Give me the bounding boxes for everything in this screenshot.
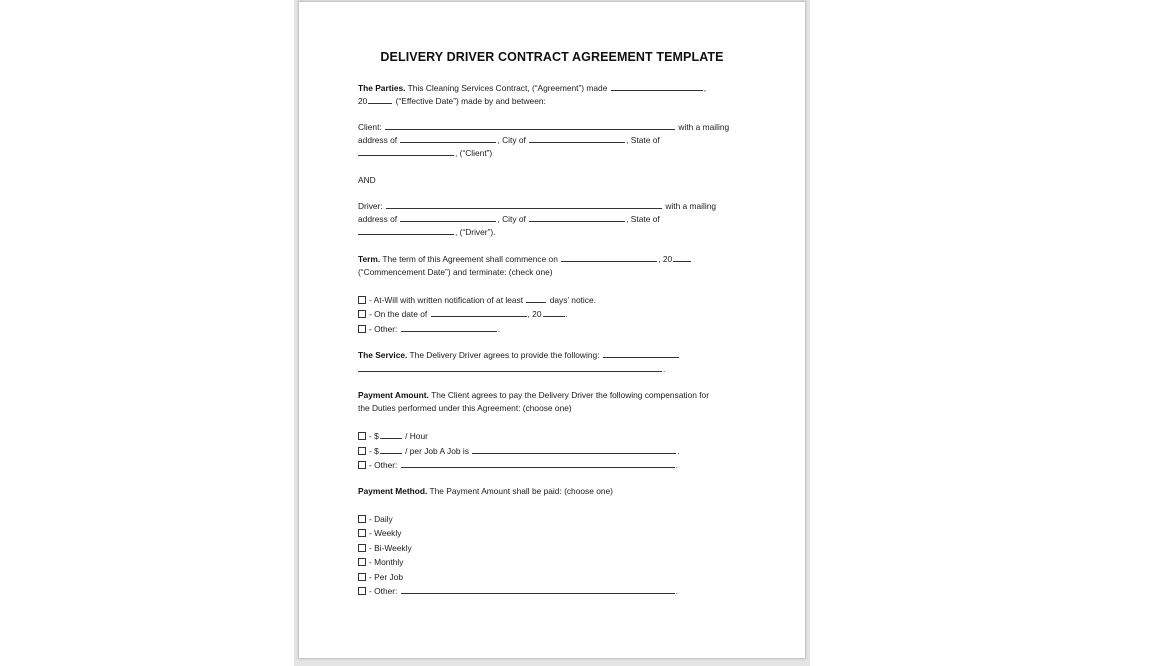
hourly-suffix: / Hour: [405, 431, 428, 441]
term-other-checkbox[interactable]: [358, 325, 366, 333]
method-other-label: - Other:: [369, 586, 398, 596]
end-year-prefix: , 20: [527, 309, 542, 319]
payment-amount-text: The Client agrees to pay the Delivery Driver the following compensation for: [431, 390, 709, 400]
client-line-1: [358, 121, 729, 133]
driver-address-label: address of: [358, 214, 398, 224]
client-address-blank[interactable]: [400, 134, 496, 143]
weekly-label: - Weekly: [369, 528, 402, 538]
driver-city-blank[interactable]: [529, 213, 625, 222]
parties-text: This Cleaning Services Contract, (“Agreement”) made: [407, 83, 608, 93]
parties-line-1: The Parties. This Cleaning Services Contract, (“Agreement”) made ,: [358, 83, 707, 93]
driver-line-2: [358, 213, 660, 225]
notice-days-blank[interactable]: [526, 294, 546, 303]
payment-amount-line-2: the Duties performed under this Agreement: (choose one): [358, 403, 572, 413]
client-state-label: , State of: [626, 135, 660, 145]
period: .: [663, 364, 666, 374]
client-label: Client:: [358, 122, 382, 132]
service-text: The Delivery Driver agrees to provide the following:: [409, 350, 600, 360]
parties-heading: The Parties.: [358, 83, 406, 93]
term-line-1: [358, 253, 692, 265]
driver-address-blank[interactable]: [400, 213, 496, 222]
payment-method-line: [358, 485, 613, 497]
client-address-label: address of: [358, 135, 398, 145]
term-line-2: (“Commencement Date”) and terminate: (check one): [358, 267, 553, 277]
service-line-2: [358, 363, 665, 375]
driver-role-text: , (“Driver”).: [455, 227, 496, 237]
method-option-per-job[interactable]: [358, 571, 403, 583]
commencement-date-blank[interactable]: [561, 253, 657, 262]
agreement-date-blank[interactable]: [611, 82, 703, 91]
hourly-checkbox[interactable]: [358, 432, 366, 440]
method-option-bi-weekly[interactable]: [358, 542, 412, 554]
term-text: The term of this Agreement shall commence on: [382, 254, 558, 264]
method-option-monthly[interactable]: [358, 556, 403, 568]
payment-option-other[interactable]: [358, 459, 678, 471]
monthly-label: - Monthly: [369, 557, 404, 567]
service-line-1: [358, 349, 680, 361]
commencement-year-blank[interactable]: [673, 253, 691, 262]
driver-label: Driver:: [358, 201, 383, 211]
payment-option-job[interactable]: [358, 445, 680, 457]
per-job-method-checkbox[interactable]: [358, 573, 366, 581]
per-job-rate-blank[interactable]: [380, 445, 402, 454]
per-job-method-label: - Per Job: [369, 572, 403, 582]
at-will-checkbox[interactable]: [358, 296, 366, 304]
hourly-rate-blank[interactable]: [380, 430, 402, 439]
period: .: [565, 309, 568, 319]
document-title: DELIVERY DRIVER CONTRACT AGREEMENT TEMPLATE: [380, 50, 724, 64]
driver-name-blank[interactable]: [386, 200, 662, 209]
document-page: [298, 1, 806, 659]
job-description-blank[interactable]: [472, 445, 676, 454]
method-option-daily[interactable]: [358, 513, 393, 525]
payment-other-blank[interactable]: [401, 459, 675, 468]
driver-line-3: [358, 226, 495, 238]
bi-weekly-checkbox[interactable]: [358, 544, 366, 552]
notice-days-text: days’ notice.: [549, 295, 596, 305]
driver-line-1: [358, 200, 716, 212]
term-other-label: - Other:: [369, 324, 398, 334]
on-date-checkbox[interactable]: [358, 310, 366, 318]
method-option-other[interactable]: [358, 585, 678, 597]
method-other-checkbox[interactable]: [358, 587, 366, 595]
payment-other-label: - Other:: [369, 460, 398, 470]
term-option-on-date[interactable]: [358, 308, 568, 320]
service-blank-1[interactable]: [603, 349, 679, 358]
effective-year-blank[interactable]: [368, 95, 392, 104]
per-job-checkbox[interactable]: [358, 447, 366, 455]
parties-line-2: [358, 95, 546, 107]
driver-city-label: , City of: [497, 214, 526, 224]
client-name-blank[interactable]: [385, 121, 675, 130]
client-city-label: , City of: [497, 135, 526, 145]
payment-amount-line-1: [358, 389, 709, 401]
client-line-2: [358, 134, 660, 146]
period: .: [675, 586, 679, 596]
bi-weekly-label: - Bi-Weekly: [369, 543, 412, 553]
term-other-blank[interactable]: [401, 323, 497, 332]
daily-checkbox[interactable]: [358, 515, 366, 523]
period: .: [675, 460, 679, 470]
per-job-suffix: / per Job A Job is: [405, 446, 469, 456]
term-year-prefix: , 20: [658, 254, 673, 264]
end-date-blank[interactable]: [431, 308, 527, 317]
effective-date-text: (“Effective Date”) made by and between:: [395, 96, 546, 106]
payment-option-hour[interactable]: [358, 430, 428, 442]
client-role-text: , (“Client”): [455, 148, 493, 158]
service-blank-2[interactable]: [358, 363, 662, 372]
method-other-blank[interactable]: [401, 585, 675, 594]
period: .: [677, 446, 680, 456]
client-mailing-text: with a mailing: [678, 122, 730, 132]
term-heading: Term.: [358, 254, 381, 264]
client-city-blank[interactable]: [529, 134, 625, 143]
hourly-prefix: - $: [369, 431, 379, 441]
year-prefix: 20: [358, 96, 368, 106]
payment-method-heading: Payment Method.: [358, 486, 428, 496]
term-option-at-will[interactable]: [358, 294, 596, 306]
end-year-blank[interactable]: [543, 308, 565, 317]
driver-mailing-text: with a mailing: [665, 201, 717, 211]
payment-method-text: The Payment Amount shall be paid: (choose one): [429, 486, 613, 496]
at-will-label: - At-Will with written notification of at least: [369, 295, 524, 305]
client-line-3: [358, 147, 492, 159]
payment-amount-heading: Payment Amount.: [358, 390, 429, 400]
on-date-label: - On the date of: [369, 309, 428, 319]
driver-state-blank[interactable]: [358, 226, 454, 235]
client-state-blank[interactable]: [358, 147, 454, 156]
payment-other-checkbox[interactable]: [358, 461, 366, 469]
weekly-checkbox[interactable]: [358, 529, 366, 537]
monthly-checkbox[interactable]: [358, 558, 366, 566]
method-option-weekly[interactable]: [358, 527, 401, 539]
service-heading: The Service.: [358, 350, 408, 360]
driver-state-label: , State of: [626, 214, 660, 224]
per-job-prefix: - $: [369, 446, 379, 456]
and-label: AND: [358, 175, 376, 185]
daily-label: - Daily: [369, 514, 393, 524]
period: .: [497, 324, 501, 334]
term-option-other[interactable]: [358, 323, 500, 335]
